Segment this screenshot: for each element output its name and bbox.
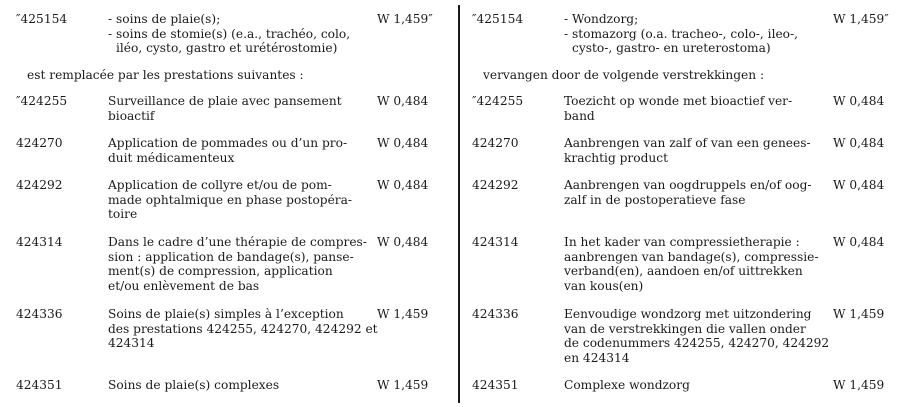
nomenclature-code: ″425154 [16, 12, 68, 26]
description-line: 424314 [108, 336, 155, 350]
description-line: krachtig product [564, 150, 668, 165]
description-line: aanbrengen van bandage(s), compressie- [564, 249, 819, 264]
description-line: cysto-, gastro- en ureterostoma) [572, 41, 771, 55]
coefficient-value: W 1,459″ [833, 12, 889, 26]
description-line: en 424314 [564, 350, 630, 365]
description-line: des prestations 424255, 424270, 424292 et [108, 321, 378, 336]
description-line: - Wondzorg; [564, 12, 639, 26]
nomenclature-code: ″425154 [472, 12, 524, 26]
description-line: Eenvoudige wondzorg met uitzondering [564, 307, 812, 321]
description-line: In het kader van compressietherapie : [564, 235, 800, 249]
description-line: - stomazorg (o.a. tracheo-, colo-, ileo-, [564, 26, 799, 41]
prestation-description [564, 378, 812, 393]
description-line: Dans le cadre d’une thérapie de compres- [108, 235, 367, 249]
description-line: sion : application de bandage(s), panse- [108, 249, 354, 264]
description-line: duit médicamenteux [108, 150, 235, 165]
prestation-description [564, 178, 812, 207]
description-line: - soins de plaie(s); [108, 12, 221, 26]
coefficient-value: W 0,484 [377, 235, 429, 249]
prestation-description [108, 235, 367, 293]
prestation-description [108, 178, 358, 222]
prestation-description [564, 12, 812, 56]
coefficient-value: W 1,459 [377, 307, 429, 321]
prestation-description [564, 136, 812, 165]
description-line: Aanbrengen van oogdruppels en/of oog- [564, 178, 812, 192]
description-line: verband(en), aandoen en/of uittrekken [564, 264, 803, 278]
prestation-description [564, 235, 819, 293]
coefficient-value: W 1,459″ [377, 12, 433, 26]
dutch-column [465, 0, 923, 407]
nomenclature-code: 424314 [472, 235, 519, 249]
description-line: Soins de plaie(s) complexes [108, 378, 280, 392]
prestation-description [108, 94, 358, 123]
description-line: zalf in de postoperatieve fase [564, 192, 746, 207]
description-line: ment(s) de compression, application [108, 264, 333, 278]
coefficient-value: W 1,459 [377, 378, 429, 392]
nomenclature-code: 424336 [472, 307, 519, 321]
coefficient-value: W 0,484 [377, 178, 429, 192]
description-line: Complexe wondzorg [564, 378, 690, 392]
nomenclature-code: 424270 [16, 136, 63, 150]
nomenclature-code: 424351 [472, 378, 519, 392]
description-line: et/ou enlèvement de bas [108, 278, 260, 293]
coefficient-value: W 0,484 [377, 94, 429, 108]
column-divider [458, 5, 460, 403]
coefficient-value: W 0,484 [833, 94, 885, 108]
nomenclature-code: 424292 [472, 178, 519, 192]
nomenclature-code: 424292 [16, 178, 63, 192]
description-line: Application de collyre et/ou de pom- [108, 178, 332, 192]
replacement-intro: vervangen door de volgende verstrekkingen : [483, 68, 765, 82]
nomenclature-code: ″424255 [472, 94, 524, 108]
description-line: Aanbrengen van zalf of van een genees- [564, 136, 811, 150]
prestation-description [564, 307, 830, 365]
description-line: Soins de plaie(s) simples à l’exception [108, 307, 344, 321]
prestation-description [108, 12, 358, 56]
nomenclature-code: 424314 [16, 235, 63, 249]
description-line: toire [108, 207, 138, 221]
coefficient-value: W 1,459 [833, 378, 885, 392]
prestation-description [564, 94, 812, 123]
french-column [0, 0, 456, 407]
coefficient-value: W 0,484 [377, 136, 429, 150]
description-line: iléo, cysto, gastro et urétérostomie) [116, 41, 338, 55]
coefficient-value: W 0,484 [833, 136, 885, 150]
description-line: de codenummers 424255, 424270, 424292 [564, 336, 830, 350]
coefficient-value: W 0,484 [833, 178, 885, 192]
nomenclature-code: ″424255 [16, 94, 68, 108]
nomenclature-code: 424270 [472, 136, 519, 150]
prestation-description [108, 136, 358, 165]
nomenclature-code: 424351 [16, 378, 63, 392]
description-line: band [564, 108, 595, 123]
nomenclature-code: 424336 [16, 307, 63, 321]
description-line: van kous(en) [564, 278, 644, 293]
coefficient-value: W 1,459 [833, 307, 885, 321]
description-line: Application de pommades ou d’un pro- [108, 136, 348, 150]
description-line: - soins de stomie(s) (e.a., trachéo, colo, [108, 26, 351, 41]
description-line: Toezicht op wonde met bioactief ver- [564, 94, 793, 108]
description-line: made ophtalmique en phase postopéra- [108, 192, 352, 207]
replacement-intro: est remplacée par les prestations suivantes : [27, 68, 304, 82]
description-line: Surveillance de plaie avec pansement [108, 94, 342, 108]
description-line: bioactif [108, 108, 155, 123]
prestation-description [108, 307, 378, 351]
prestation-description [108, 378, 358, 393]
coefficient-value: W 0,484 [833, 235, 885, 249]
description-line: van de verstrekkingen die vallen onder [564, 321, 806, 336]
